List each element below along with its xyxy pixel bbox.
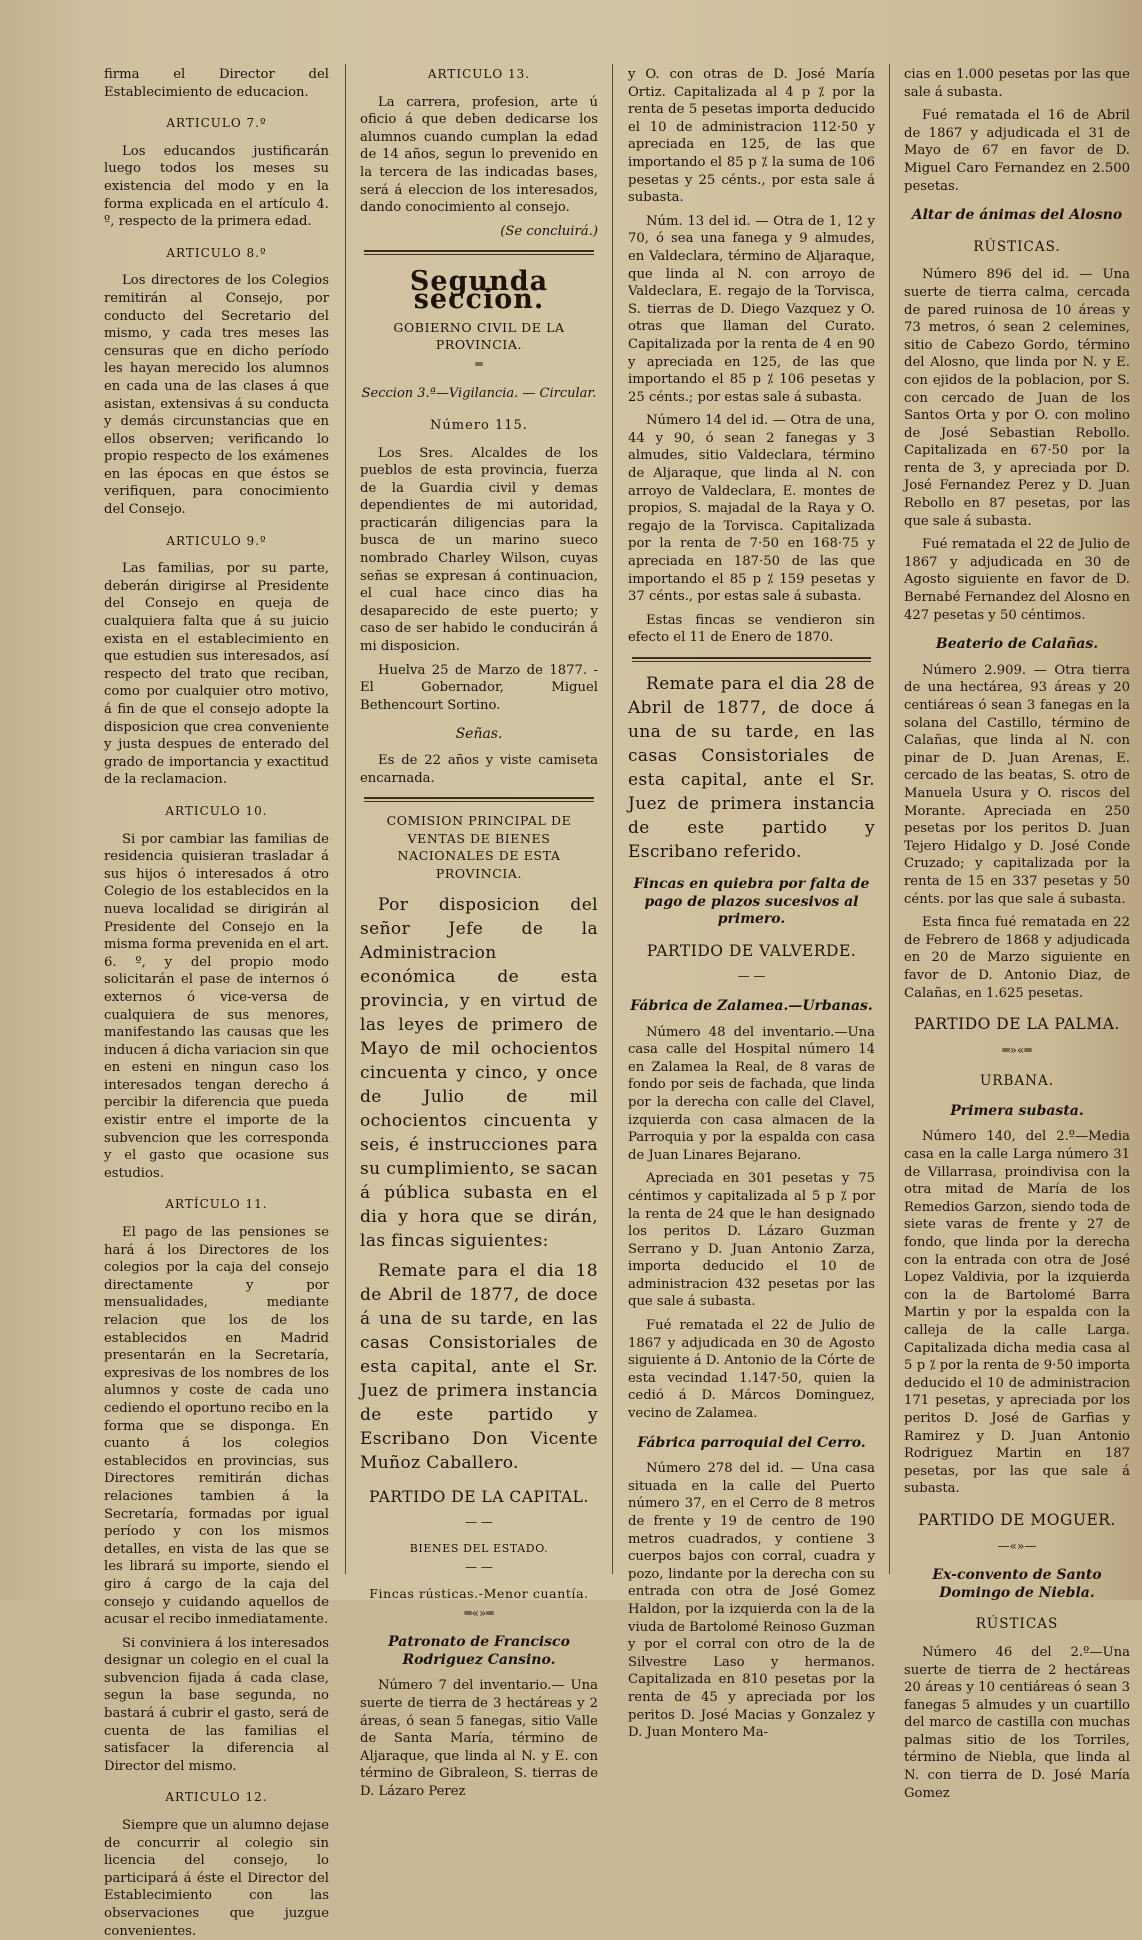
- subsection-heading: Beaterio de Calañas.: [935, 636, 1099, 653]
- column-rule: [612, 64, 613, 1574]
- paragraph: Número 896 del id. — Una suerte de tierra calma, cercada de pared ruinosa de 10 áreas y 73 metros, ó sean 2 celemines, sitio de Cabezo Gordo, término del Alosno, que linda por N. y E. con ejidos de la poblacion, por S. con cercado de Juan de los Santos Orta y por O. con molino de José Sebastian Rebollo. Capitalizada en 67·50 por la renta de 3, y apreciada por D. José Fernandez Perez y D. Juan Rebollo en 87 pesetas, por las que sale á subasta.: [904, 267, 1130, 529]
- paragraph: Remate para el dia 28 de Abril de 1877, de doce á una de su tarde, en las casas Consistoriales de esta capital, ante el Sr. Juez de primera instancia de este partido y Escribano referido.: [628, 674, 875, 862]
- subsection-heading: Fábrica parroquial del Cerro.: [637, 1434, 866, 1451]
- paragraph: Núm. 13 del id. — Otra de 1, 12 y 70, ó sea una fanega y 9 almudes, en Valdeclara, término de Aljaraque, que linda al N. con arroyo de Valdeclara, E. regajo de la Torvisca, S. tierras de D. Diego Vazquez y O. otras que llaman del Curato. Capitalizada por la renta de 4 en 90 y apreciada en 125, de las que importando el 85 p ⁒ 106 pesetas y 25 cénts.; por estas sale á subasta.: [628, 213, 875, 405]
- subsection-heading: Altar de ánimas del Alosno: [911, 207, 1123, 224]
- paragraph: Fué rematada el 22 de Julio de 1867 y adjudicada en 30 de Agosto siguiente en favor de D. Bernabé Fernandez del Alosno en 427 pesetas y 50 céntimos.: [904, 537, 1130, 623]
- paragraph: cias en 1.000 pesetas por las que sale á subasta.: [904, 67, 1130, 100]
- paragraph: Siempre que un alumno dejase de concurrir al colegio sin licencia del consejo, lo participará á éste el Director del Establecimiento con las observaciones que juzgue convenientes.: [104, 1818, 329, 1939]
- ornament: — —: [465, 1560, 493, 1575]
- paragraph: y O. con otras de D. José María Ortiz. Capitalizada al 4 p ⁒ por la renta de 5 pesetas importa deducido el 10 de administracion 112·50 y apreciada en 125, de las que importando el 85 p ⁒ la suma de 106 pesetas y 25 cénts., por esta sale á subasta.: [628, 67, 875, 206]
- office-heading: GOBIERNO CIVIL DE LA PROVINCIA.: [393, 319, 565, 353]
- notice-number: Número 115.: [430, 417, 528, 433]
- subheading: RÚSTICAS.: [973, 238, 1061, 255]
- ornament: ═: [475, 356, 483, 371]
- paragraph: Huelva 25 de Marzo de 1877. -El Gobernador, Miguel Bethencourt Sortino.: [360, 662, 598, 713]
- subheading: RÚSTICAS: [975, 1616, 1059, 1633]
- paragraph: Número 7 del inventario.— Una suerte de tierra de 3 hectáreas y 2 áreas, ó sean 5 fanegas, sitio Valle de Santa María, término de Aljaraque, que linda al N. y E. con término de Gibraleon, S. tierras de D. Lázaro Perez: [360, 1678, 598, 1799]
- subsection-heading: Patronato de Francisco Rodriguez Cansino.: [388, 1634, 570, 1668]
- subsection-heading: Señas.: [455, 726, 503, 743]
- district-heading: PARTIDO DE VALVERDE.: [646, 941, 857, 960]
- article-heading: ARTICULO 7.º: [166, 116, 267, 131]
- divider: [364, 797, 594, 799]
- paragraph: firma el Director del Establecimiento de educacion.: [104, 67, 329, 100]
- paragraph: El pago de las pensiones se hará á los Directores de los colegios por la caja del consejo directamente y por mensualidades, mediante relacion que los de los establecidos en Madrid presentarán en la Secretaría, expresivas de los nombres de los alumnos y coste de cada uno cediendo el oportuno recibo en la forma que se disponga. En cuanto á los colegios establecidos en provincias, sus Directores remitirán dichas relaciones tambien á la Secretaría, formadas por igual período y con los mismos detalles, en vista de las que se les librará su importe, siendo el giro á cargo de la caja del consejo y cuidando aquellos de acusar el recibo inmediatamente.: [104, 1225, 329, 1628]
- divider: [632, 661, 871, 662]
- column-rule: [345, 64, 346, 1574]
- paragraph: Estas fincas se vendieron sin efecto el 11 de Enero de 1870.: [628, 612, 875, 646]
- paragraph: Los Sres. Alcaldes de los pueblos de esta provincia, fuerza de la Guardia civil y demas dependientes de mi autoridad, practicarán diligencias para la busca de un marino sueco nombrado Charley Wilson, cuyas señas se expresan á continuacion, el cual hace cinco dias ha desaparecido de este puerto; y caso de ser habido le conducirán á mi disposicion.: [360, 445, 598, 655]
- paragraph: Fué rematada el 16 de Abril de 1867 y adjudicada el 31 de Mayo de 67 en favor de D. Miguel Caro Fernandez en 2.500 pesetas.: [904, 108, 1130, 194]
- subsection-heading: Seccion 3.ª—Vigilancia. — Circular.: [361, 386, 597, 402]
- divider: [632, 657, 871, 659]
- subsection-heading: Fábrica de Zalamea.—Urbanas.: [630, 997, 873, 1014]
- article-heading: ARTICULO 10.: [165, 803, 268, 818]
- paragraph: Número 48 del inventario.—Una casa calle del Hospital número 14 en Zalamea la Real, de 8 varas de fondo por seis de fachada, que linda por la derecha con calle del Clavel, izquierda con casa almacen de la Parroquia y por la espalda con casa de Juan Linares Bejarano.: [628, 1024, 875, 1163]
- paragraph: Número 140, del 2.º—Media casa en la calle Larga número 31 de Villarrasa, proindivisa con la otra mitad de María de los Remedios Garzon, siendo toda de siete varas de frente y 27 de fondo, que linda por la derecha con la entrada con otra de José Lopez Valdivia, por la izquierda con la de Bartolomé Barra Martin y por la espalda con la calleja de la calle Larga. Capitalizada dicha media casa al 5 p ⁒ por la renta de 9·50 importa deducido el 10 de administracion 171 pesetas, y apreciada por los peritos D. José de Garfias y Ramirez y D. Juan Antonio Rodriguez Martin en 187 pesetas, por las que sale á subasta.: [904, 1129, 1130, 1497]
- paragraph: Los educandos justificarán luego todos los meses su existencia del modo y en la forma explicada en el artículo 4. º, respecto de la primera edad.: [104, 143, 329, 230]
- subheading: BIENES DEL ESTADO.: [409, 1541, 549, 1555]
- district-heading: PARTIDO DE MOGUER.: [918, 1510, 1116, 1529]
- paragraph: La carrera, profesion, arte ú oficio á que deben dedicarse los alumnos cuando cumplan la edad de 14 años, segun lo prevenido en la tercera de las indicadas bases, será á eleccion de los interesados, dando conocimiento al consejo.: [360, 94, 598, 216]
- article-heading: ARTICULO 12.: [165, 1790, 268, 1805]
- ornament: — —: [737, 969, 766, 984]
- subsection-heading: Primera subasta.: [950, 1102, 1084, 1119]
- paragraph: Los directores de los Colegios remitirán al Consejo, por conducto del Secretario del mismo, y cada tres meses las censuras que en dicho período les hayan merecido los alumnos en cada una de las clases á que asistan, extensivas á su conducta y demás circunstancias que en ellos observen; verificando lo propio respecto de los exámenes en las épocas en que éstos se verifiquen, para conocimiento del Consejo.: [104, 273, 329, 518]
- paragraph: Remate para el dia 18 de Abril de 1877, de doce á una de su tarde, en las casas Consistoriales de esta capital, ante el Sr. Juez de primera instancia de este partido y Escribano Don Vicente Muñoz Caballero.: [360, 1260, 598, 1473]
- section-title: Segunda seccion.: [409, 266, 549, 315]
- ornament: ═«»═: [464, 1605, 494, 1620]
- article-heading: ARTICULO 9.º: [166, 533, 267, 548]
- paragraph: Es de 22 años y viste camiseta encarnada.: [360, 753, 598, 786]
- column-rule: [889, 64, 890, 1574]
- district-heading: PARTIDO DE LA CAPITAL.: [369, 1487, 589, 1506]
- article-heading: ARTICULO 8.º: [166, 245, 267, 260]
- subsection-heading: Fincas en quiebra por falta de pago de plazos sucesivos al primero.: [633, 876, 870, 928]
- paragraph: Si conviniera á los interesados designar un colegio en el cual la subvencion fijada á cada clase, segun la base segunda, no bastará á cubrir el gasto, será de cuenta de las familias el satisfacer la diferencia al Director del mismo.: [104, 1635, 329, 1774]
- subheading: URBANA.: [979, 1073, 1055, 1090]
- ornament: — —: [465, 1515, 493, 1530]
- office-heading: COMISION PRINCIPAL DE VENTAS DE BIENES NACIONALES DE ESTA PROVINCIA.: [386, 813, 572, 881]
- paragraph: Fué rematada el 22 de Julio de 1867 y adjudicada en 30 de Agosto siguiente á D. Antonio de la Córte de esta vecindad 1.147·50, quien la cedió á D. Márcos Dominguez, vecino de Zalamea.: [628, 1318, 875, 1422]
- divider: [364, 250, 594, 252]
- paragraph: Las familias, por su parte, deberán dirigirse al Presidente del Consejo en queja de cualquiera falta que á su juicio exista en el establecimiento en que estudien sus interesados, así respecto del trato que reciban, como por cualquier otro motivo, á fin de que el consejo adopte la disposicion que crea conveniente y justa despues de enterado del grado de importancia y exactitud de la reclamacion.: [104, 561, 329, 788]
- column-3: [628, 66, 875, 1741]
- paragraph: Número 278 del id. — Una casa situada en la calle del Puerto número 37, en el Cerro de 8 metros de frente y 19 de centro de 190 metros cuadrados, y contiene 3 cuerpos bajos con corral, cuadra y pozo, lindante por la derecha con su entrada con otra de José Gomez Haldon, por la izquierda con la de la viuda de Bartolomé Reinoso Guzman y por el corral con otro de la de Silvestre Laso y hermanos. Capitalizada en 810 pesetas por la renta de 45 y apreciada por los peritos D. José Macias y Gonzalez y D. Juan Montero Ma-: [628, 1461, 875, 1741]
- divider: [364, 801, 594, 802]
- article-heading: ARTÍCULO 11.: [165, 1197, 268, 1212]
- subheading: Fincas rústicas.-Menor cuantía.: [369, 1585, 589, 1601]
- paragraph: Número 46 del 2.º—Una suerte de tierra de 2 hectáreas 20 áreas y 10 centiáreas ó sean 3 fanegas 5 almudes y un cuartillo del marco de castilla con muchas palmas sitio de los Torriles, término de Niebla, que linda al N. con tierra de D. José María Gomez: [904, 1644, 1130, 1801]
- divider: [364, 254, 594, 255]
- article-heading: ARTICULO 13.: [427, 67, 531, 81]
- column-2: [360, 66, 598, 1799]
- paragraph: Número 2.909. — Otra tierra de una hectárea, 93 áreas y 20 centiáreas ó sean 3 fanegas en la solana del Castillo, término de Calañas, que linda al N. con pinar de D. Juan Arenas, E. cercado de las beatas, S. otro de Manuela Usura y O. riscos del Morante. Apreciada en 250 pesetas por los peritos D. Juan Tejero Hidalgo y D. José Conde Cruzado; y capitalizada por la renta de 15 en 337 pesetas y 50 cénts. por las que sale á subasta.: [904, 662, 1130, 907]
- paragraph: Esta finca fué rematada en 22 de Febrero de 1868 y adjudicada en 20 de Marzo siguiente en favor de D. Antonio Diaz, de Calañas, en 1.625 pesetas.: [904, 915, 1130, 1001]
- continuation-note: (Se concluirá.): [500, 223, 598, 239]
- district-heading: PARTIDO DE LA PALMA.: [914, 1015, 1120, 1034]
- column-4: [904, 66, 1130, 1801]
- subsection-heading: Ex-convento de Santo Domingo de Niebla.: [932, 1567, 1102, 1601]
- ornament: ═»«═: [1002, 1042, 1032, 1057]
- paragraph: Por disposicion del señor Jefe de la Administracion económica de esta provincia, y en virtud de las leyes de primero de Mayo de mil ochocientos cincuenta y cinco, y once de Julio de mil ochocientos cincuenta y seis, é instrucciones para su cumplimiento, se sacan á pública subasta en el dia y hora que se dirán, las fincas siguientes:: [360, 894, 598, 1251]
- ornament: —«»—: [997, 1538, 1037, 1553]
- paragraph: Número 14 del id. — Otra de una, 44 y 90, ó sean 2 fanegas y 3 almudes, sitio Valdeclara, término de Aljaraque, que linda al N. con arroyo de Valdeclara, E. montes de propios, S. majadal de la Raya y O. regajo de la Torvisca. Capitalizada por la renta de 7·50 en 168·75 y apreciada en 187·50 de las que importando el 85 p ⁒ 159 pesetas y 37 cénts., por estas sale á subasta.: [628, 413, 875, 605]
- column-1: [104, 66, 329, 1939]
- paragraph: Apreciada en 301 pesetas y 75 céntimos y capitalizada al 5 p ⁒ por la renta de 24 que le han designado los peritos D. Lázaro Guzman Serrano y D. Juan Antonio Zarza, importa deducido el 10 de administracion 432 pesetas por las que sale á subasta.: [628, 1171, 875, 1310]
- paragraph: Si por cambiar las familias de residencia quisieran trasladar á sus hijos ó interesados á otro Colegio de los establecidos en la nueva localidad se dirigirán al Presidente del Consejo en la misma forma prevenida en el art. 6. º, y del propio modo solicitarán el pase de internos ó externos ó vice-versa de cualquiera de sus menores, manifestando las causas que les inducen á dicha variacion sin que en esteni en ningun caso los interesados tengan derecho á percibir la diferencia que pueda existir entre el importe de la subvencion que les corresponda y el gasto que ocasione sus estudios.: [104, 831, 329, 1181]
